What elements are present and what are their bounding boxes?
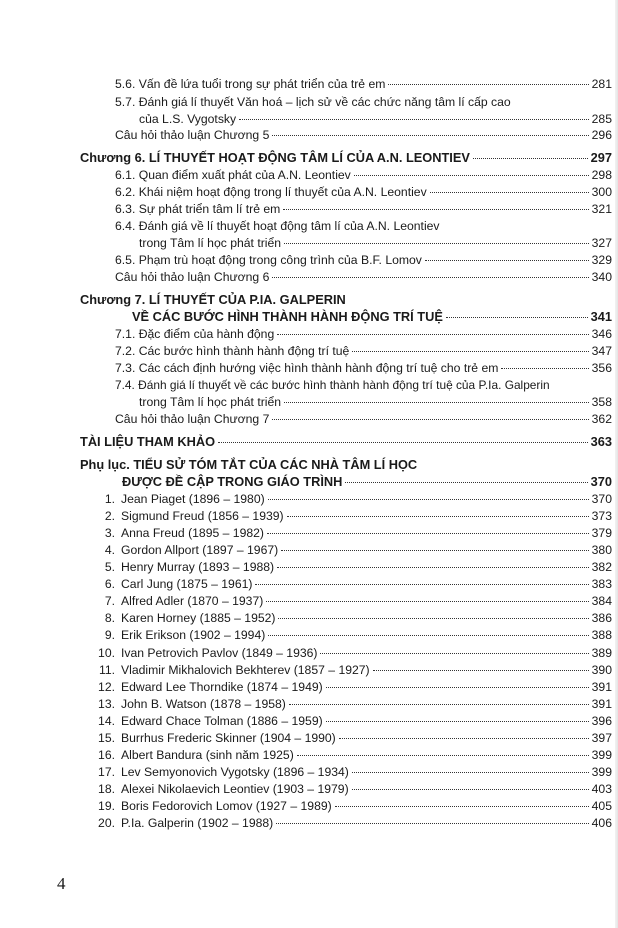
toc-entry-title: 7.1. Đặc điểm của hành động <box>115 327 275 341</box>
appendix-item-label <box>93 576 252 592</box>
appendix-item <box>93 508 612 524</box>
dot-leader <box>272 135 588 136</box>
dot-leader <box>473 158 588 159</box>
appendix-item-number: 14. <box>98 713 115 728</box>
appendix-item-label <box>93 508 284 524</box>
appendix-item-number: 10. <box>98 645 115 660</box>
appendix-item-name: Burrhus Frederic Skinner (1904 – 1990) <box>121 730 336 745</box>
toc-page-number: 281 <box>591 77 612 91</box>
toc-entry-6-2 <box>115 184 612 200</box>
toc-page-number: 391 <box>591 679 612 694</box>
toc-page-number: 321 <box>591 202 612 216</box>
toc-page-number: 346 <box>591 327 612 341</box>
appendix-item <box>93 491 612 507</box>
appendix-item-name: John B. Watson (1878 – 1958) <box>121 696 286 711</box>
appendix-item <box>93 593 612 609</box>
toc-chapter-title: Phụ lục. TIỂU SỬ TÓM TẮT CỦA CÁC NHÀ TÂM LÍ HỌC <box>80 457 418 472</box>
appendix-item-number: 12. <box>98 679 115 694</box>
toc-entry-title: 7.4. Đánh giá lí thuyết về các bước hình thành hành động trí tuệ của P.Ia. Galperin <box>115 378 550 392</box>
toc-page-number: 363 <box>590 434 612 449</box>
toc-page-number: 329 <box>591 253 612 267</box>
toc-entry-title: của L.S. Vygotsky <box>139 112 237 126</box>
dot-leader <box>352 772 589 773</box>
dot-leader <box>266 601 588 602</box>
appendix-item <box>93 662 612 678</box>
toc-page-number: 399 <box>591 764 612 779</box>
appendix-item <box>93 713 612 729</box>
appendix-item-number: 3. <box>104 526 115 541</box>
dot-leader <box>501 368 588 369</box>
appendix-item-label <box>93 764 349 780</box>
appendix-item <box>93 696 612 712</box>
appendix-item-label <box>93 525 264 541</box>
appendix-item-name: Gordon Allport (1897 – 1967) <box>121 543 279 558</box>
appendix-item-number: 17. <box>98 764 115 779</box>
toc-page-number: 383 <box>591 577 612 592</box>
toc-page-number: 386 <box>591 611 612 626</box>
dot-leader <box>283 209 588 210</box>
appendix-item <box>93 627 612 643</box>
toc-entry-review-6 <box>115 269 612 285</box>
toc-entry-review-5 <box>115 127 612 143</box>
dot-leader <box>335 806 589 807</box>
dot-leader <box>326 687 589 688</box>
appendix-item-label <box>93 798 332 814</box>
toc-page-number: 341 <box>590 309 612 324</box>
dot-leader <box>345 482 587 483</box>
toc-chapter-title: ĐƯỢC ĐỀ CẬP TRONG GIÁO TRÌNH <box>122 474 343 489</box>
appendix-item-name: Alfred Adler (1870 – 1937) <box>121 594 264 609</box>
toc-entry-title: 6.4. Đánh giá về lí thuyết hoạt động tâm lí của A.N. Leontiev <box>115 219 440 233</box>
toc-entry-6-5 <box>115 252 612 268</box>
appendix-item-number: 8. <box>104 611 115 626</box>
appendix-item-number: 1. <box>104 492 115 506</box>
appendix-item-label <box>93 645 317 661</box>
dot-leader <box>278 618 588 619</box>
appendix-item-name: Jean Piaget (1896 – 1980) <box>121 492 265 506</box>
toc-page-number: 356 <box>591 361 612 375</box>
toc-entry-title: 7.3. Các cách định hướng việc hình thành hành động trí tuệ cho trẻ em <box>115 361 499 375</box>
toc-chapter-title: TÀI LIỆU THAM KHẢO <box>80 434 216 449</box>
appendix-item-number: 19. <box>98 798 115 813</box>
appendix-item-number: 20. <box>98 816 115 830</box>
toc-chapter-title: Chương 6. LÍ THUYẾT HOẠT ĐỘNG TÂM LÍ CỦA A.N. LEONTIEV <box>80 150 470 165</box>
dot-leader <box>272 277 588 278</box>
appendix-item-number: 6. <box>104 577 115 592</box>
toc-page-number: 399 <box>591 747 612 762</box>
toc-references <box>80 434 612 450</box>
appendix-item-label <box>93 730 336 746</box>
toc-page-number: 384 <box>591 594 612 609</box>
dot-leader <box>268 499 589 500</box>
toc-entry-5-7-cont <box>139 111 612 127</box>
dot-leader <box>276 823 588 824</box>
toc-chapter-7 <box>80 292 612 308</box>
toc-page-number: 373 <box>591 509 612 524</box>
dot-leader <box>339 738 589 739</box>
toc-chapter-6 <box>80 150 612 166</box>
appendix-item-name: Karen Horney (1885 – 1952) <box>121 611 276 626</box>
toc-page-number: 379 <box>591 526 612 541</box>
toc-page-number: 391 <box>591 696 612 711</box>
toc-page-number: 370 <box>591 492 612 506</box>
toc-page-number: 358 <box>591 395 612 409</box>
dot-leader <box>268 635 588 636</box>
dot-leader <box>352 351 588 352</box>
dot-leader <box>267 533 589 534</box>
appendix-item <box>93 559 612 575</box>
appendix-item-label <box>93 747 294 763</box>
dot-leader <box>284 402 589 403</box>
dot-leader <box>297 755 589 756</box>
appendix-item-label <box>93 559 274 575</box>
toc-page-number: 297 <box>590 150 612 165</box>
dot-leader <box>255 584 588 585</box>
appendix-item <box>93 798 612 814</box>
appendix-item-label <box>93 713 323 729</box>
toc-page-number: 382 <box>591 560 612 575</box>
toc-entry-title: 6.2. Khái niệm hoạt động trong lí thuyết của A.N. Leontiev <box>115 185 427 199</box>
toc-entry-7-4 <box>115 377 612 393</box>
appendix-item-label <box>93 815 273 831</box>
appendix-item <box>93 764 612 780</box>
appendix-item-label <box>93 662 370 678</box>
toc-page-number: 327 <box>591 236 612 250</box>
appendix-item-number: 2. <box>104 509 115 524</box>
appendix-item-name: Carl Jung (1875 – 1961) <box>121 577 253 592</box>
dot-leader <box>218 442 588 443</box>
toc-appendix <box>80 457 612 473</box>
appendix-item <box>93 730 612 746</box>
toc-page-number: 390 <box>591 662 612 677</box>
appendix-item <box>93 645 612 661</box>
dot-leader <box>281 550 588 551</box>
appendix-item-name: Ivan Petrovich Pavlov (1849 – 1936) <box>121 645 318 660</box>
appendix-item-number: 7. <box>104 594 115 609</box>
toc-page-number: 389 <box>591 645 612 660</box>
toc-page-number: 298 <box>591 168 612 182</box>
toc-page-number: 403 <box>591 781 612 796</box>
toc-page-number: 347 <box>591 344 612 358</box>
toc-page-number: 362 <box>591 412 612 426</box>
appendix-item-number: 13. <box>98 696 115 711</box>
toc-chapter-7-cont <box>132 309 612 325</box>
dot-leader <box>277 567 589 568</box>
dot-leader <box>373 670 589 671</box>
appendix-item-name: Edward Lee Thorndike (1874 – 1949) <box>121 679 323 694</box>
toc-entry-title: 6.3. Sự phát triển tâm lí trẻ em <box>115 202 281 216</box>
appendix-item <box>93 815 612 831</box>
appendix-item <box>93 679 612 695</box>
toc-entry-7-3 <box>115 360 612 376</box>
appendix-item <box>93 576 612 592</box>
toc-entry-title: trong Tâm lí học phát triển <box>139 395 282 409</box>
dot-leader <box>289 704 589 705</box>
appendix-item-label <box>93 610 275 626</box>
dot-leader <box>277 334 588 335</box>
appendix-item-label <box>93 696 286 712</box>
dot-leader <box>446 317 588 318</box>
appendix-item <box>93 781 612 797</box>
appendix-item-number: 16. <box>98 747 115 762</box>
toc-entry-6-4 <box>115 218 612 234</box>
appendix-item-name: Lev Semyonovich Vygotsky (1896 – 1934) <box>121 764 349 779</box>
appendix-item <box>93 525 612 541</box>
page-number: 4 <box>57 874 66 893</box>
dot-leader <box>272 419 588 420</box>
toc-entry-7-2 <box>115 343 612 359</box>
appendix-item-number: 18. <box>98 781 115 796</box>
dot-leader <box>287 516 589 517</box>
toc-entry-title: 5.7. Đánh giá lí thuyết Văn hoá – lịch sử về các chức năng tâm lí cấp cao <box>115 95 511 109</box>
appendix-item-name: Alexei Nikolaevich Leontiev (1903 – 1979) <box>121 781 349 796</box>
toc-entry-title: 5.6. Vấn đề lứa tuổi trong sự phát triển của trẻ em <box>115 77 386 91</box>
toc-entry-5-6 <box>115 76 612 92</box>
dot-leader <box>354 175 589 176</box>
appendix-item-label <box>93 627 265 643</box>
dot-leader <box>320 653 588 654</box>
appendix-item-name: Edward Chace Tolman (1886 – 1959) <box>121 713 323 728</box>
toc-entry-title: 6.5. Phạm trù hoạt động trong công trình của B.F. Lomov <box>115 253 422 267</box>
appendix-item-name: Henry Murray (1893 – 1988) <box>121 560 275 575</box>
appendix-item <box>93 747 612 763</box>
toc-page-number: 397 <box>591 730 612 745</box>
toc-page-number: 340 <box>591 270 612 284</box>
dot-leader <box>352 789 589 790</box>
toc-entry-6-1 <box>115 167 612 183</box>
toc-page-number: 296 <box>591 128 612 142</box>
toc-entry-review-7 <box>115 411 612 427</box>
appendix-item-name: Anna Freud (1895 – 1982) <box>121 526 264 541</box>
dot-leader <box>430 192 589 193</box>
appendix-item-label <box>93 781 349 797</box>
toc-entry-7-1 <box>115 326 612 342</box>
toc-entry-5-7 <box>115 94 612 110</box>
appendix-item-name: Albert Bandura (sinh năm 1925) <box>121 747 294 762</box>
appendix-item-number: 11. <box>98 662 115 677</box>
toc-page-number: 370 <box>590 474 612 489</box>
appendix-item-label <box>93 491 265 507</box>
toc-page-number: 300 <box>591 185 612 199</box>
toc-entry-6-4-cont <box>139 235 612 251</box>
toc-entry-title: 6.1. Quan điểm xuất phát của A.N. Leontiev <box>115 168 351 182</box>
appendix-item-name: P.Ia. Galperin (1902 – 1988) <box>121 816 274 830</box>
toc-page-number: 405 <box>591 798 612 813</box>
toc-page-number: 406 <box>591 816 612 830</box>
appendix-item-number: 4. <box>104 543 115 558</box>
dot-leader <box>326 721 589 722</box>
toc-entry-6-3 <box>115 201 612 217</box>
appendix-item-name: Erik Erikson (1902 – 1994) <box>121 628 266 643</box>
toc-page-number: 380 <box>591 543 612 558</box>
appendix-item-number: 15. <box>98 730 115 745</box>
toc-page-number: 388 <box>591 628 612 643</box>
dot-leader <box>284 243 589 244</box>
appendix-item-name: Vladimir Mikhalovich Bekhterev (1857 – 1927) <box>121 662 370 677</box>
appendix-item-name: Sigmund Freud (1856 – 1939) <box>121 509 284 524</box>
toc-page-number: 285 <box>591 112 612 126</box>
toc-chapter-title: Chương 7. LÍ THUYẾT CỦA P.IA. GALPERIN <box>80 292 346 307</box>
appendix-item-number: 5. <box>104 560 115 575</box>
appendix-item <box>93 610 612 626</box>
toc-entry-title: Câu hỏi thảo luận Chương 6 <box>115 270 270 284</box>
appendix-item-label <box>93 593 263 609</box>
toc-entry-title: Câu hỏi thảo luận Chương 5 <box>115 128 270 142</box>
toc-entry-title: 7.2. Các bước hình thành hành động trí tuệ <box>115 344 350 358</box>
appendix-item-name: Boris Fedorovich Lomov (1927 – 1989) <box>121 798 332 813</box>
toc-entry-7-4-cont <box>139 394 612 410</box>
dot-leader <box>239 119 589 120</box>
toc-appendix-cont <box>122 474 612 490</box>
toc-page-number: 396 <box>591 713 612 728</box>
appendix-item-label <box>93 679 323 695</box>
appendix-item-number: 9. <box>104 628 115 643</box>
toc-entry-title: trong Tâm lí học phát triển <box>139 236 282 250</box>
toc-entry-title: Câu hỏi thảo luận Chương 7 <box>115 412 270 426</box>
appendix-item-label <box>93 542 278 558</box>
appendix-item <box>93 542 612 558</box>
dot-leader <box>388 84 588 85</box>
dot-leader <box>425 260 589 261</box>
toc-chapter-title: VỀ CÁC BƯỚC HÌNH THÀNH HÀNH ĐỘNG TRÍ TUỆ <box>132 309 443 324</box>
